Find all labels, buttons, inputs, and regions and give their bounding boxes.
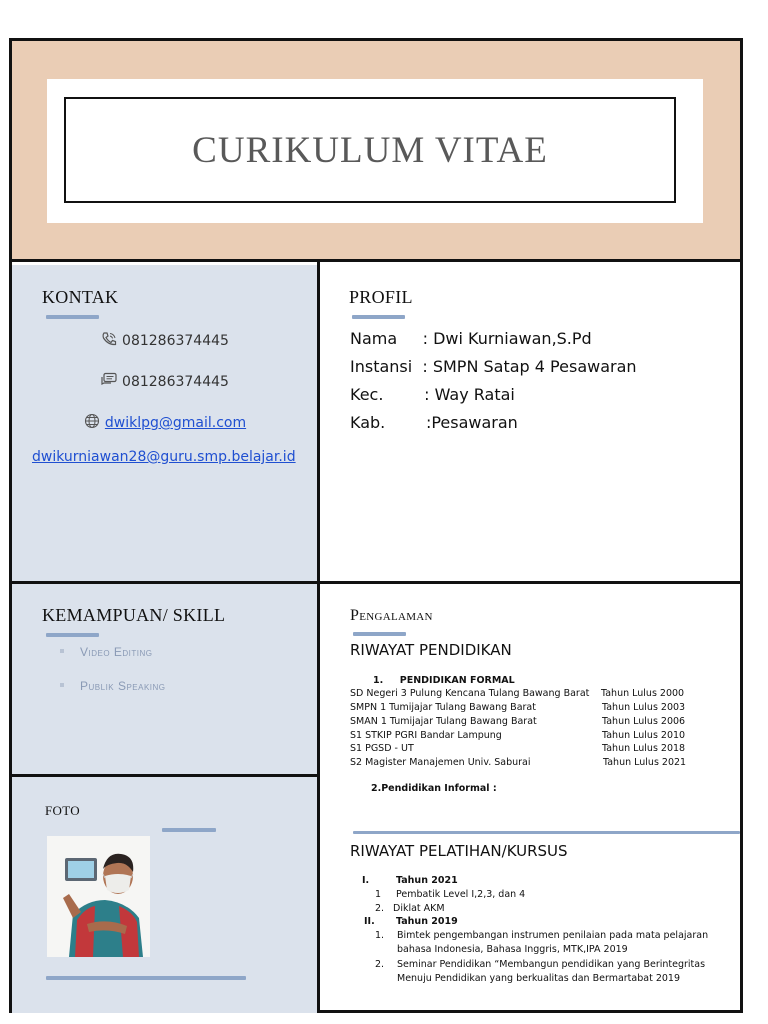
profil-heading: PROFIL	[349, 287, 413, 307]
pelatihan-year-num: II.	[364, 916, 375, 927]
edu-year: Tahun Lulus 2021	[603, 757, 687, 768]
informal-heading: 2.Pendidikan Informal :	[371, 783, 497, 794]
profil-instansi: Instansi : SMPN Satap 4 Pesawaran	[350, 357, 637, 376]
edu-school: S1 PGSD - UT	[350, 743, 414, 754]
pelatihan-item-cont: bahasa Indonesia, Bahasa Inggris, MTK,IPA 2019	[397, 944, 628, 955]
skill-item	[60, 645, 153, 659]
pelatihan-item-cont: Menuju Pendidikan yang berkualitas dan Bermartabat 2019	[397, 973, 680, 984]
pelatihan-year: Tahun 2021	[396, 875, 458, 886]
edu-year: Tahun Lulus 2018	[602, 743, 686, 754]
edu-school: SMAN 1 Tumijajar Tulang Bawang Barat	[350, 716, 537, 727]
chat-icon	[100, 372, 118, 388]
email2-row	[32, 449, 322, 465]
formal-heading: 1. PENDIDIKAN FORMAL	[373, 675, 515, 686]
pengalaman-rule	[353, 632, 406, 636]
edu-school: SD Negeri 3 Pulung Kencana Tulang Bawang Barat	[350, 688, 590, 699]
pelatihan-item-num: 1	[375, 889, 382, 900]
phone-row	[12, 331, 317, 349]
profile-photo	[47, 836, 150, 957]
pelatihan-year-num: I.	[362, 875, 370, 886]
foto-heading: FOTO	[45, 803, 80, 818]
pelatihan-year: Tahun 2019	[396, 916, 458, 927]
edu-row	[350, 743, 414, 754]
edu-school: SMPN 1 Tumijajar Tulang Bawang Barat	[350, 702, 536, 713]
skill-item	[60, 679, 166, 693]
title-panel	[47, 79, 703, 223]
email-link[interactable]: dwiklpg@gmail.com	[104, 415, 247, 431]
profil-kec: Kec. : Way Ratai	[350, 385, 515, 404]
edu-row	[350, 688, 589, 699]
pelatihan-item: Bimtek pengembangan instrumen penilaian pada mata pelajaran	[397, 930, 709, 941]
bullet-icon	[60, 649, 64, 653]
profil-kab: Kab. :Pesawaran	[350, 413, 518, 432]
phone-number: 081286374445	[122, 333, 229, 349]
edu-school: S2 Magister Manajemen Univ. Saburai	[350, 757, 531, 768]
globe-icon	[83, 413, 101, 429]
kontak-heading: KONTAK	[42, 287, 119, 307]
riwayat-pendidikan-heading: RIWAYAT PENDIDIKAN	[350, 641, 512, 659]
email2-link[interactable]: dwikurniawan28@guru.smp.belajar.id	[32, 449, 296, 465]
profil-nama: Nama : Dwi Kurniawan,S.Pd	[350, 329, 592, 348]
pelatihan-item: Diklat AKM	[393, 903, 445, 914]
page-title: CURIKULUM VITAE	[192, 129, 548, 171]
edu-year: Tahun Lulus 2000	[601, 688, 685, 699]
pelatihan-item-num: 2.	[375, 959, 385, 970]
skill-label: Video Editing	[80, 645, 153, 659]
phone-icon	[100, 331, 118, 347]
pelatihan-divider	[353, 831, 740, 834]
whatsapp-number: 081286374445	[122, 374, 229, 390]
header-band	[12, 41, 740, 262]
edu-year: Tahun Lulus 2010	[602, 730, 686, 741]
pelatihan-item-num: 1.	[375, 930, 385, 941]
skill-rule	[46, 633, 99, 637]
skill-heading: KEMAMPUAN/ SKILL	[42, 605, 226, 625]
profil-panel	[320, 265, 740, 581]
whatsapp-row	[12, 372, 317, 390]
edu-row	[350, 730, 502, 741]
email-row	[12, 413, 317, 431]
foto-bottom-rule	[46, 976, 246, 980]
row-divider-2	[12, 774, 317, 777]
edu-year: Tahun Lulus 2003	[602, 702, 686, 713]
edu-year: Tahun Lulus 2006	[602, 716, 686, 727]
person-photo-illustration	[47, 836, 150, 957]
riwayat-pelatihan-heading: RIWAYAT PELATIHAN/KURSUS	[350, 842, 568, 860]
edu-row	[350, 702, 536, 713]
bullet-icon	[60, 683, 64, 687]
kontak-rule	[46, 315, 99, 319]
skill-label: Publik Speaking	[80, 679, 166, 693]
edu-row	[350, 757, 531, 768]
pelatihan-item-num: 2.	[375, 903, 385, 914]
cv-frame	[9, 38, 743, 1013]
pelatihan-item: Seminar Pendidikan “Membangun pendidikan yang Berintegritas	[397, 959, 706, 970]
edu-row	[350, 716, 537, 727]
title-box	[64, 97, 676, 203]
foto-rule	[162, 828, 216, 832]
pelatihan-item: Pembatik Level I,2,3, dan 4	[396, 889, 526, 900]
edu-school: S1 STKIP PGRI Bandar Lampung	[350, 730, 502, 741]
pengalaman-panel	[320, 584, 740, 1013]
pengalaman-heading: Pengalaman	[350, 607, 433, 624]
